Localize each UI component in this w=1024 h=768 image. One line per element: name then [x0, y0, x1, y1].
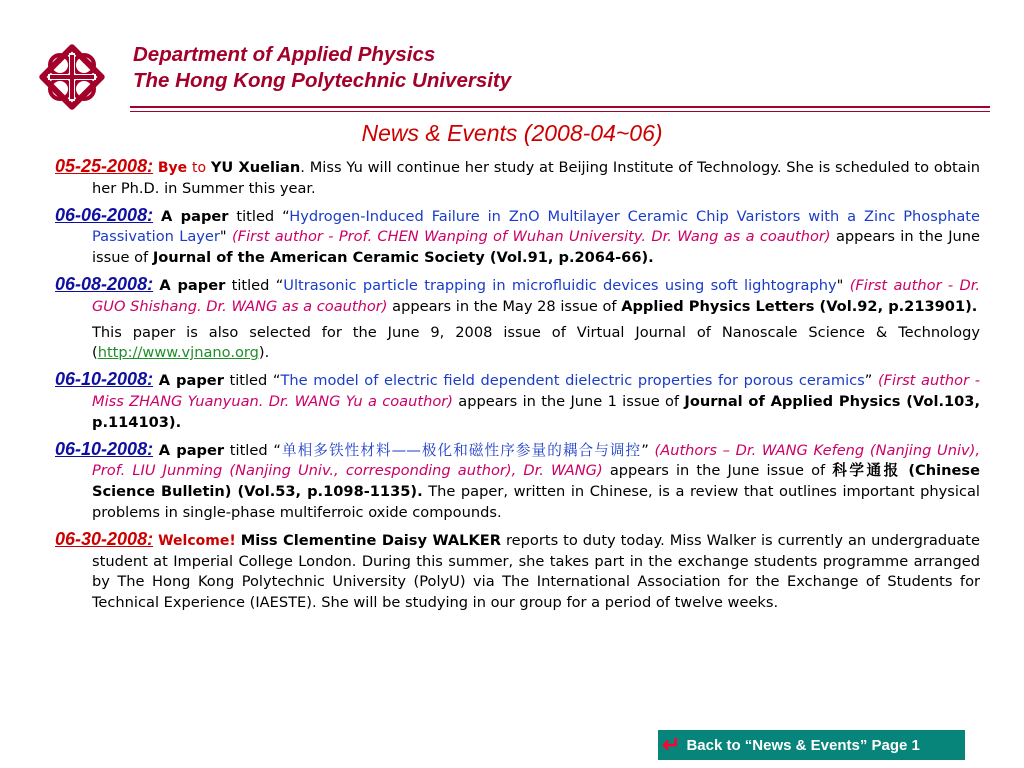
news-item	[55, 439, 980, 524]
news-titled: titled “	[223, 372, 281, 390]
polyu-logo-icon	[30, 35, 114, 119]
university-name: The Hong Kong Polytechnic University	[133, 69, 512, 92]
news-item	[55, 369, 980, 433]
news-to: to	[191, 160, 207, 176]
return-arrow-icon: ↵	[662, 732, 681, 757]
paper-authors: (First author - Miss ZHANG Yuanyuan. Dr. WANG Yu a coauthor)	[92, 372, 980, 410]
news-titled: titled “	[224, 441, 281, 459]
journal-name: Applied Physics Letters (Vol.92, p.213901).	[621, 297, 978, 315]
news-date: 06-06-2008:	[55, 204, 154, 225]
person-name: Miss Clementine Daisy WALKER	[240, 531, 501, 549]
paper-authors: (First author - Dr. GUO Shishang. Dr. WANG as a coauthor)	[92, 276, 980, 315]
header-divider	[130, 106, 990, 108]
department-name: Department of Applied Physics	[133, 43, 436, 66]
back-to-news-page-1-button[interactable]	[658, 730, 965, 760]
news-titled: titled “	[225, 276, 284, 294]
quote-mark: ”	[864, 372, 878, 390]
paper-title: 单相多铁性材料——极化和磁性序参量的耦合与调控	[280, 441, 642, 459]
news-appears: appears in the June issue of	[92, 228, 981, 267]
journal-name-cn: 科学通报	[832, 462, 901, 480]
news-text-end: ).	[258, 344, 270, 362]
news-lead: A paper	[161, 207, 229, 225]
news-date: 06-10-2008:	[55, 369, 154, 390]
news-appears: appears in the May 28 issue of	[387, 297, 622, 315]
page-title: News & Events (2008-04~06)	[361, 120, 663, 146]
header-divider-thin	[130, 111, 990, 112]
news-text: This paper is also selected for the June 9, 2008 issue of Virtual Journal of Nanoscale Science & Technology (	[92, 323, 980, 362]
department-heading	[133, 42, 511, 94]
paper-title: Hydrogen-Induced Failure in ZnO Multilayer Ceramic Chip Varistors with a Zinc Phosphate Passivation Layer	[92, 207, 980, 246]
quote-mark: ”	[641, 441, 655, 459]
news-appears: appears in the June issue of	[602, 462, 833, 480]
paper-authors: (First author - Prof. CHEN Wanping of Wuhan University. Dr. Wang as a coauthor)	[231, 228, 831, 246]
news-lead: A paper	[159, 276, 226, 294]
quote-mark: "	[219, 228, 232, 246]
news-titled: titled “	[228, 207, 290, 225]
news-date: 05-25-2008:	[55, 156, 154, 176]
paper-title: Ultrasonic particle trapping in microfluidic devices using soft lightography	[283, 276, 837, 294]
news-item	[55, 205, 980, 269]
news-appears: appears in the June 1 issue of	[452, 392, 685, 410]
journal-name: Journal of the American Ceramic Society (Vol.91, p.2064-66).	[152, 249, 654, 267]
news-tag: Bye	[157, 160, 188, 176]
person-name: YU Xuelian	[210, 159, 301, 176]
news-list	[55, 156, 980, 619]
quote-mark: "	[836, 276, 850, 294]
news-item-continuation	[55, 323, 980, 365]
vjnano-link[interactable]: http://www.vjnano.org	[97, 344, 259, 362]
news-text: reports to duty today. Miss Walker is currently an undergraduate student at Imperial College London. During this summer, she takes part in the exchange students programme arranged by The Hong Kong Polytechnic University (PolyU) via The International Association for the Exchange of Students for Technical Experience (IAESTE). She will be studying in our group for a period of twelve weeks.	[92, 531, 980, 612]
news-date: 06-10-2008:	[55, 438, 154, 459]
paper-title: The model of electric field dependent dielectric properties for porous ceramics	[280, 372, 865, 390]
news-tag: Welcome!	[158, 532, 236, 549]
back-button-label: Back to “News & Events” Page 1	[686, 736, 920, 754]
news-date: 06-30-2008:	[55, 528, 154, 549]
news-item	[55, 156, 980, 200]
news-text: The paper, written in Chinese, is a review that outlines important physical problems in single-phase multiferroic oxide compounds.	[92, 483, 980, 521]
paper-authors: (Authors – Dr. WANG Kefeng (Nanjing Univ), Prof. LIU Junming (Nanjing Univ., corresponding author), Dr. WANG)	[92, 441, 981, 480]
journal-name: (Chinese Science Bulletin) (Vol.53, p.1098-1135).	[92, 462, 980, 501]
news-item	[55, 274, 980, 318]
news-item	[55, 529, 980, 614]
news-lead: A paper	[158, 372, 224, 390]
journal-name: Journal of Applied Physics (Vol.103, p.114103).	[92, 392, 980, 431]
news-date: 06-08-2008:	[55, 273, 154, 294]
news-lead: A paper	[158, 441, 225, 459]
news-text: . Miss Yu will continue her study at Beijing Institute of Technology. She is scheduled to obtain her Ph.D. in Summer this year.	[92, 159, 981, 197]
